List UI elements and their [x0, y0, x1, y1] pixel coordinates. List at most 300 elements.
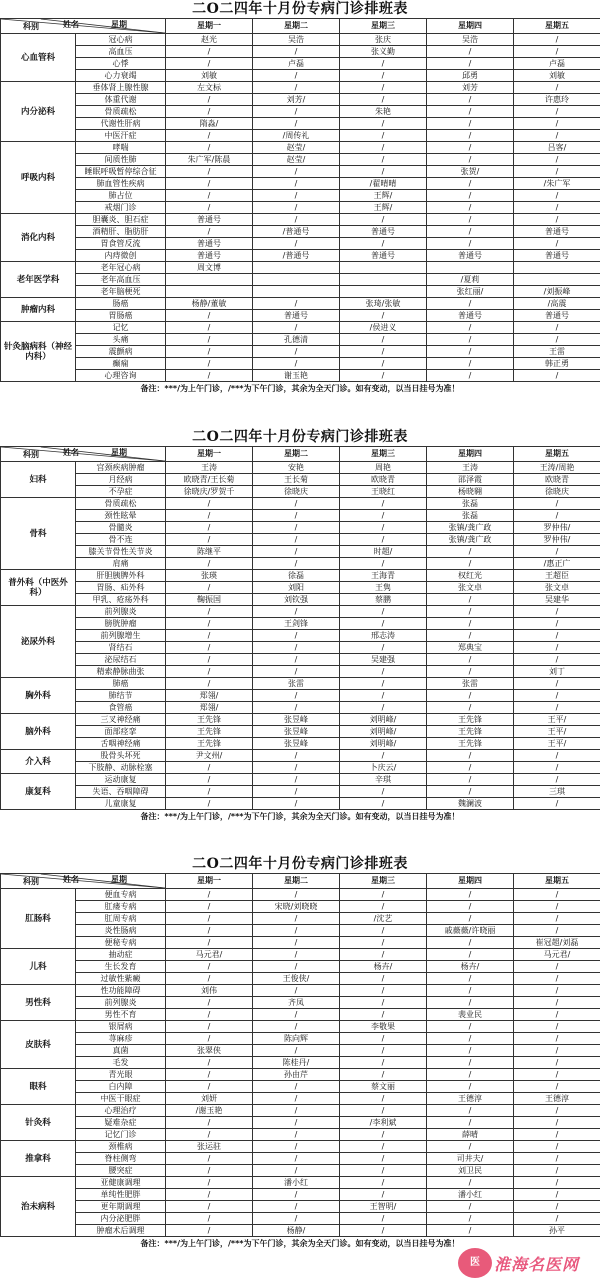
- schedule-cell: /: [340, 522, 427, 534]
- schedule-cell: 潘小红: [253, 1177, 340, 1189]
- table-row: [1, 1009, 600, 1021]
- table-row: [1, 46, 600, 58]
- header-day: 星期三: [340, 874, 427, 889]
- schedule-cell: /: [166, 358, 253, 370]
- schedule-cell: 普通号: [427, 310, 514, 322]
- schedule-cell: 王先锋: [427, 714, 514, 726]
- schedule-cell: /: [166, 1225, 253, 1237]
- clinic-item: 单纯性肥胖: [76, 1189, 166, 1201]
- schedule-cell: /: [340, 786, 427, 798]
- schedule-cell: 张文卓: [427, 582, 514, 594]
- table-row: [1, 798, 600, 810]
- schedule-cell: 普通号: [166, 214, 253, 226]
- header-doctor-label: 姓名: [63, 875, 79, 884]
- clinic-item: 骨髓炎: [76, 522, 166, 534]
- table-row: [1, 1033, 600, 1045]
- dept-cell: 心血管科: [1, 34, 76, 82]
- dept-cell: 老年医学科: [1, 262, 76, 298]
- schedule-cell: 普通号: [166, 238, 253, 250]
- dept-cell: 呼吸内科: [1, 142, 76, 214]
- schedule-cell: /: [514, 498, 600, 510]
- clinic-item: 垂体肾上腺性腺: [76, 82, 166, 94]
- clinic-item: 肝胆胰脾外科: [76, 570, 166, 582]
- schedule-cell: /: [340, 1045, 427, 1057]
- table-row: [1, 901, 600, 913]
- header-dept-label: 科别: [23, 22, 39, 31]
- schedule-cell: /: [166, 678, 253, 690]
- table-row: [1, 322, 600, 334]
- header-corner: [1, 874, 166, 889]
- table-row: [1, 274, 600, 286]
- table-row: [1, 618, 600, 630]
- schedule-cell: 辛琪: [340, 774, 427, 786]
- clinic-item: 亚健康调理: [76, 1177, 166, 1189]
- watermark-text: 淮海名医网: [494, 1255, 580, 1274]
- schedule-cell: /: [166, 901, 253, 913]
- schedule-cell: 杨卉/: [340, 961, 427, 973]
- schedule-cell: /: [166, 798, 253, 810]
- schedule-cell: 三琪: [514, 786, 600, 798]
- schedule-cell: /: [340, 949, 427, 961]
- clinic-item: 癫痫: [76, 358, 166, 370]
- schedule-cell: /: [253, 1189, 340, 1201]
- schedule-cell: /: [427, 630, 514, 642]
- schedule-cell: /: [427, 1225, 514, 1237]
- schedule-cell: 普通号: [253, 310, 340, 322]
- schedule-cell: /: [253, 1093, 340, 1105]
- schedule-cell: /: [427, 190, 514, 202]
- schedule-cell: 马元君/: [514, 949, 600, 961]
- schedule-cell: /: [253, 774, 340, 786]
- schedule-cell: /: [427, 997, 514, 1009]
- schedule-cell: 马元君/: [166, 949, 253, 961]
- schedule-cell: /: [166, 106, 253, 118]
- schedule-cell: /: [253, 913, 340, 925]
- schedule-cell: 王先锋: [427, 726, 514, 738]
- schedule-cell: [166, 274, 253, 286]
- schedule-cell: /: [253, 630, 340, 642]
- table-row: [1, 70, 600, 82]
- schedule-cell: 王平/: [514, 714, 600, 726]
- schedule-cell: 王超臣: [514, 570, 600, 582]
- clinic-item: 记忆门诊: [76, 1129, 166, 1141]
- schedule-cell: /: [166, 1117, 253, 1129]
- schedule-cell: /: [253, 1081, 340, 1093]
- table-row: [1, 298, 600, 310]
- clinic-item: 肩痛: [76, 558, 166, 570]
- schedule-cell: /: [166, 762, 253, 774]
- schedule-cell: /: [340, 310, 427, 322]
- schedule-cell: /: [427, 58, 514, 70]
- schedule-cell: /: [340, 690, 427, 702]
- schedule-cell: 赵莹/: [253, 154, 340, 166]
- dept-cell: 妇科: [1, 462, 76, 498]
- header-day: 星期五: [514, 19, 600, 34]
- clinic-item: 精索静脉曲张: [76, 666, 166, 678]
- header-row: [1, 447, 600, 462]
- schedule-cell: /: [514, 510, 600, 522]
- schedule-cell: /: [427, 130, 514, 142]
- schedule-notice: 备注：***/为上午门诊，/***为下午门诊，其余为全天门诊。如有变动，以当日挂号为准！: [140, 1239, 460, 1248]
- schedule-cell: /: [253, 498, 340, 510]
- clinic-item: 颈性眩晕: [76, 510, 166, 522]
- schedule-cell: /: [340, 1057, 427, 1069]
- schedule-cell: /: [340, 82, 427, 94]
- clinic-item: 内分泌肥胖: [76, 1213, 166, 1225]
- schedule-cell: /: [253, 70, 340, 82]
- schedule-cell: /: [514, 1045, 600, 1057]
- schedule-cell: /: [166, 1021, 253, 1033]
- schedule-cell: /: [427, 774, 514, 786]
- schedule-cell: /: [427, 214, 514, 226]
- schedule-table: [0, 446, 600, 810]
- schedule-cell: /: [514, 370, 600, 382]
- schedule-cell: /: [427, 973, 514, 985]
- table-row: [1, 370, 600, 382]
- schedule-cell: 卢磊: [253, 58, 340, 70]
- schedule-cell: /: [427, 1117, 514, 1129]
- clinic-item: 代谢性肝病: [76, 118, 166, 130]
- schedule-cell: /: [340, 510, 427, 522]
- header-day: 星期四: [427, 447, 514, 462]
- schedule-cell: /: [514, 1141, 600, 1153]
- schedule-cell: /翟晴晴: [340, 178, 427, 190]
- schedule-cell: 王德淳: [514, 1093, 600, 1105]
- schedule-cell: /: [340, 750, 427, 762]
- schedule-cell: /普通号: [253, 250, 340, 262]
- clinic-item: 胃食管反流: [76, 238, 166, 250]
- clinic-item: 头痛: [76, 334, 166, 346]
- schedule-cell: 张镇/龚广政: [427, 534, 514, 546]
- dept-cell: 普外科（中医外科）: [1, 570, 76, 606]
- schedule-cell: /: [253, 1153, 340, 1165]
- schedule-cell: /: [427, 1213, 514, 1225]
- schedule-cell: /: [166, 142, 253, 154]
- schedule-cell: /: [166, 1009, 253, 1021]
- schedule-cell: /: [340, 1165, 427, 1177]
- dept-cell: 眼科: [1, 1069, 76, 1105]
- clinic-item: 性功能障碍: [76, 985, 166, 997]
- schedule-cell: 张昱峰: [253, 714, 340, 726]
- schedule-cell: 裴业民: [427, 1009, 514, 1021]
- schedule-cell: [340, 286, 427, 298]
- schedule-cell: [340, 262, 427, 274]
- schedule-cell: 徐磊: [253, 570, 340, 582]
- schedule-cell: /: [253, 889, 340, 901]
- header-day: 星期二: [253, 874, 340, 889]
- schedule-cell: [253, 274, 340, 286]
- schedule-cell: /: [340, 702, 427, 714]
- table-row: [1, 558, 600, 570]
- clinic-item: 骨不连: [76, 534, 166, 546]
- clinic-item: 舌咽神经痛: [76, 738, 166, 750]
- clinic-item: 冠心病: [76, 34, 166, 46]
- schedule-cell: /: [253, 702, 340, 714]
- schedule-cell: /: [427, 322, 514, 334]
- clinic-item: 胆囊炎、胆石症: [76, 214, 166, 226]
- table-row: [1, 642, 600, 654]
- schedule-cell: /: [514, 913, 600, 925]
- schedule-cell: 尹文州/: [166, 750, 253, 762]
- schedule-cell: 隋淼/: [166, 118, 253, 130]
- table-row: [1, 985, 600, 997]
- header-day: 星期一: [166, 447, 253, 462]
- schedule-cell: /: [253, 642, 340, 654]
- schedule-cell: /: [514, 901, 600, 913]
- schedule-cell: /: [340, 70, 427, 82]
- schedule-cell: 欧晓青/王长菊: [166, 474, 253, 486]
- schedule-cell: 王先锋: [166, 726, 253, 738]
- schedule-cell: /: [166, 1213, 253, 1225]
- schedule-cell: 普通号: [514, 310, 600, 322]
- schedule-cell: /: [514, 46, 600, 58]
- clinic-item: 胃肠、疝外科: [76, 582, 166, 594]
- schedule-cell: 左文标: [166, 82, 253, 94]
- schedule-cell: 邢志涛: [340, 630, 427, 642]
- schedule-cell: /: [253, 690, 340, 702]
- schedule-cell: /: [166, 58, 253, 70]
- schedule-cell: /: [427, 46, 514, 58]
- schedule-notice: 备注：***/为上午门诊，/***为下午门诊，其余为全天门诊。如有变动，以当日挂号为准！: [140, 384, 460, 393]
- schedule-cell: /: [427, 558, 514, 570]
- clinic-item: 运动康复: [76, 774, 166, 786]
- header-corner: [1, 19, 166, 34]
- schedule-cell: /: [253, 118, 340, 130]
- schedule-cell: 张磊: [427, 498, 514, 510]
- schedule-cell: 普通号: [340, 226, 427, 238]
- schedule-cell: /: [253, 786, 340, 798]
- clinic-item: 肠癌: [76, 298, 166, 310]
- schedule-cell: 吴建华: [514, 594, 600, 606]
- schedule-table: [0, 873, 600, 1237]
- clinic-item: 白内障: [76, 1081, 166, 1093]
- schedule-cell: /: [253, 178, 340, 190]
- table-row: [1, 1021, 600, 1033]
- schedule-cell: /: [166, 166, 253, 178]
- schedule-cell: 齐凤: [253, 997, 340, 1009]
- clinic-item: 体重代谢: [76, 94, 166, 106]
- schedule-cell: /夏莉: [427, 274, 514, 286]
- dept-cell: 针灸科: [1, 1105, 76, 1141]
- schedule-cell: /: [340, 1033, 427, 1045]
- schedule-cell: 张琦/张敏: [340, 298, 427, 310]
- schedule-cell: /: [253, 106, 340, 118]
- schedule-cell: 朱艳: [340, 106, 427, 118]
- table-row: [1, 937, 600, 949]
- schedule-cell: /: [166, 558, 253, 570]
- schedule-cell: /: [427, 358, 514, 370]
- table-row: [1, 310, 600, 322]
- schedule-cell: /: [340, 1141, 427, 1153]
- schedule-cell: 宋晓/刘晓晓: [253, 901, 340, 913]
- schedule-cell: /: [166, 498, 253, 510]
- schedule-cell: /: [166, 1069, 253, 1081]
- schedule-cell: [427, 262, 514, 274]
- schedule-cell: /: [340, 997, 427, 1009]
- schedule-cell: /: [427, 334, 514, 346]
- table-row: [1, 762, 600, 774]
- schedule-cell: 王先锋: [166, 714, 253, 726]
- schedule-cell: /: [427, 1069, 514, 1081]
- schedule-cell: /: [253, 166, 340, 178]
- schedule-cell: /: [166, 786, 253, 798]
- schedule-cell: /侯进义: [340, 322, 427, 334]
- dept-cell: 泌尿外科: [1, 606, 76, 678]
- schedule-cell: /: [340, 238, 427, 250]
- table-row: [1, 786, 600, 798]
- schedule-cell: 陈桂丹/: [253, 1057, 340, 1069]
- schedule-cell: 邵泽霞: [427, 474, 514, 486]
- schedule-cell: /: [166, 937, 253, 949]
- table-row: [1, 714, 600, 726]
- schedule-cell: /: [427, 1105, 514, 1117]
- schedule-cell: /: [340, 973, 427, 985]
- table-row: [1, 726, 600, 738]
- schedule-cell: /: [514, 1177, 600, 1189]
- schedule-cell: 周文博: [166, 262, 253, 274]
- dept-cell: 皮肤科: [1, 1021, 76, 1069]
- schedule-cell: /: [340, 346, 427, 358]
- clinic-item: 前列腺炎: [76, 606, 166, 618]
- header-day: 星期二: [253, 19, 340, 34]
- schedule-cell: 张义勤: [340, 46, 427, 58]
- schedule-cell: /: [427, 654, 514, 666]
- table-row: [1, 1045, 600, 1057]
- clinic-item: 内痔微创: [76, 250, 166, 262]
- clinic-item: 前列腺增生: [76, 630, 166, 642]
- schedule-cell: /: [514, 546, 600, 558]
- schedule-cell: /: [514, 82, 600, 94]
- clinic-item: 过敏性紫癜: [76, 973, 166, 985]
- schedule-cell: /: [514, 702, 600, 714]
- schedule-cell: 吕客/: [514, 142, 600, 154]
- clinic-item: 前列腺炎: [76, 997, 166, 1009]
- schedule-cell: 刘明峰/: [340, 738, 427, 750]
- schedule-cell: /: [340, 370, 427, 382]
- schedule-cell: /: [253, 1117, 340, 1129]
- schedule-cell: /: [253, 1105, 340, 1117]
- schedule-cell: 郑典宝: [427, 642, 514, 654]
- schedule-cell: /: [514, 190, 600, 202]
- schedule-cell: /: [340, 118, 427, 130]
- schedule-cell: 刘钦强: [253, 594, 340, 606]
- schedule-cell: 王剑锋: [253, 618, 340, 630]
- schedule-cell: /惠正广: [514, 558, 600, 570]
- table-row: [1, 346, 600, 358]
- schedule-cell: /: [166, 630, 253, 642]
- schedule-cell: /: [514, 334, 600, 346]
- schedule-cell: 普通号: [166, 250, 253, 262]
- schedule-cell: 刘妍: [166, 1093, 253, 1105]
- schedule-cell: /: [340, 534, 427, 546]
- schedule-cell: /: [253, 558, 340, 570]
- clinic-item: 肛周专病: [76, 913, 166, 925]
- schedule-cell: /: [427, 666, 514, 678]
- clinic-item: 老年脑梗死: [76, 286, 166, 298]
- schedule-cell: 崔冠超/刘磊: [514, 937, 600, 949]
- schedule-cell: 普通号: [514, 250, 600, 262]
- schedule-cell: /: [514, 1033, 600, 1045]
- schedule-cell: /: [166, 522, 253, 534]
- schedule-cell: /: [253, 46, 340, 58]
- schedule-cell: 王先锋: [427, 738, 514, 750]
- table-row: [1, 510, 600, 522]
- schedule-cell: /: [340, 166, 427, 178]
- dept-cell: 儿科: [1, 949, 76, 985]
- schedule-cell: 王涛/周艳: [514, 462, 600, 474]
- schedule-cell: /: [253, 214, 340, 226]
- clinic-item: 荨麻疹: [76, 1033, 166, 1045]
- table-row: [1, 462, 600, 474]
- schedule-cell: /: [514, 1213, 600, 1225]
- clinic-item: 颈椎病: [76, 1141, 166, 1153]
- schedule-section-3: [0, 855, 600, 1250]
- schedule-cell: 张镇/龚广政: [427, 522, 514, 534]
- schedule-cell: /周传礼: [253, 130, 340, 142]
- schedule-cell: /: [340, 1225, 427, 1237]
- schedule-cell: 刘敏: [514, 70, 600, 82]
- schedule-cell: 张瑛: [166, 570, 253, 582]
- schedule-cell: /: [253, 762, 340, 774]
- table-row: [1, 961, 600, 973]
- clinic-item: 疑难杂症: [76, 1117, 166, 1129]
- schedule-cell: /: [340, 1213, 427, 1225]
- schedule-cell: /: [253, 654, 340, 666]
- schedule-cell: /: [340, 798, 427, 810]
- schedule-cell: 刘芳/: [253, 94, 340, 106]
- schedule-cell: /: [253, 346, 340, 358]
- dept-cell: 肛肠科: [1, 889, 76, 949]
- header-day: 星期三: [340, 19, 427, 34]
- table-row: [1, 1117, 600, 1129]
- schedule-cell: /: [166, 997, 253, 1009]
- header-row: [1, 874, 600, 889]
- schedule-cell: 刘伟: [166, 985, 253, 997]
- clinic-item: 骨质疏松: [76, 106, 166, 118]
- dept-cell: 肿瘤内科: [1, 298, 76, 322]
- schedule-cell: /: [166, 774, 253, 786]
- dept-cell: 脑外科: [1, 714, 76, 750]
- schedule-cell: 王德淳: [427, 1093, 514, 1105]
- dept-cell: 介入科: [1, 750, 76, 774]
- schedule-cell: /: [514, 1153, 600, 1165]
- schedule-cell: 薛晴: [427, 1129, 514, 1141]
- dept-cell: 胸外科: [1, 678, 76, 714]
- schedule-cell: [514, 262, 600, 274]
- table-row: [1, 250, 600, 262]
- table-row: [1, 474, 600, 486]
- clinic-item: 中医干眼症: [76, 1093, 166, 1105]
- schedule-cell: /: [514, 130, 600, 142]
- schedule-cell: /: [427, 370, 514, 382]
- schedule-cell: /: [514, 1057, 600, 1069]
- schedule-cell: /: [340, 1069, 427, 1081]
- clinic-item: 骨质疏松: [76, 498, 166, 510]
- table-row: [1, 1213, 600, 1225]
- clinic-item: 三叉神经痛: [76, 714, 166, 726]
- schedule-cell: 郑翎/: [166, 702, 253, 714]
- schedule-cell: /: [514, 1165, 600, 1177]
- schedule-cell: 张昱峰: [253, 726, 340, 738]
- schedule-cell: /: [514, 690, 600, 702]
- table-row: [1, 738, 600, 750]
- schedule-cell: /: [514, 154, 600, 166]
- clinic-item: 膝关节骨性关节炎: [76, 546, 166, 558]
- table-row: [1, 1069, 600, 1081]
- schedule-cell: /: [427, 1045, 514, 1057]
- schedule-cell: /: [427, 142, 514, 154]
- schedule-cell: /: [427, 594, 514, 606]
